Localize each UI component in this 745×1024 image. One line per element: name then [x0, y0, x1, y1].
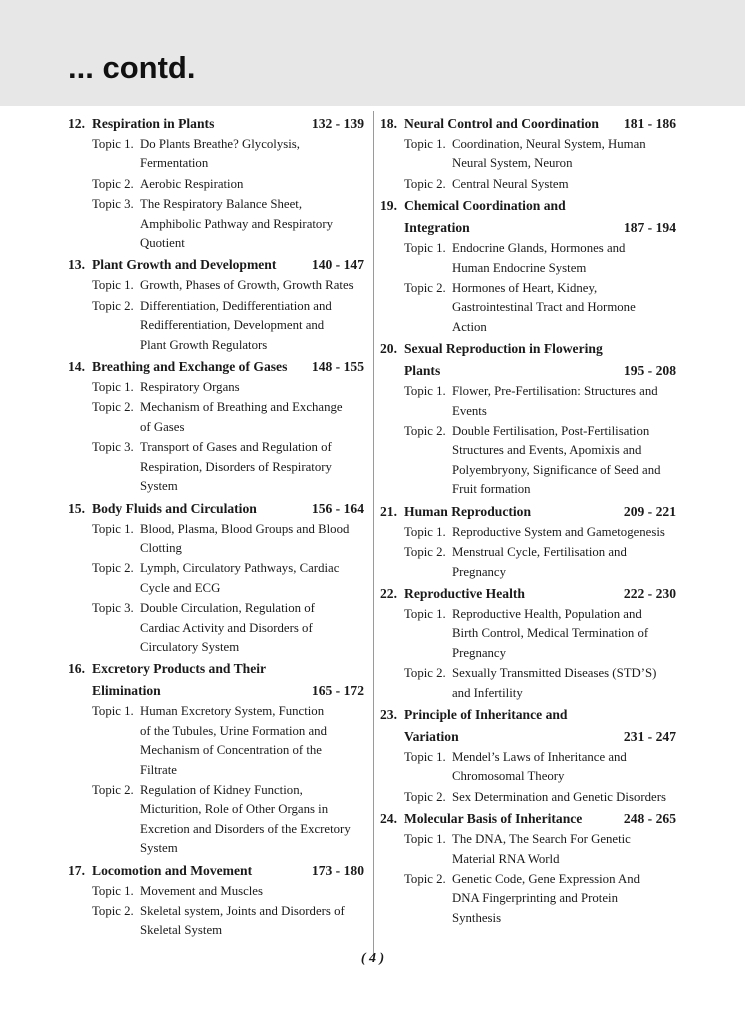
chapter-number: 17. — [68, 862, 85, 878]
topic-label: Topic 3. — [92, 601, 134, 616]
topic-text-line: Cycle and ECG — [140, 580, 221, 595]
topic-label: Topic 1. — [92, 883, 134, 898]
topic-text-line: DNA Fingerprinting and Protein — [452, 891, 618, 906]
toc-chapter[interactable] — [68, 113, 364, 253]
topic-text-line: and Infertility — [452, 685, 523, 700]
topic-label: Topic 2. — [404, 281, 446, 296]
topic-text-line: Excretion and Disorders of the Excretory — [140, 821, 351, 836]
topic-label: Topic 1. — [404, 749, 446, 764]
topic-text-line: Gastrointestinal Tract and Hormone — [452, 300, 636, 315]
chapter-page-range: 231 - 247 — [623, 728, 676, 744]
topic-text-line: Cardiac Activity and Disorders of — [140, 620, 313, 635]
chapter-number: 13. — [68, 257, 85, 273]
toc-topic[interactable] — [380, 748, 676, 787]
topic-text-line: Hormones of Heart, Kidney, — [452, 281, 598, 296]
toc-topic[interactable] — [380, 870, 676, 928]
chapter-number: 18. — [380, 116, 397, 131]
chapter-page-range: 222 - 230 — [623, 585, 676, 601]
topic-label: Topic 1. — [404, 832, 446, 847]
toc-topic[interactable] — [68, 599, 364, 657]
toc-topic[interactable] — [68, 276, 364, 295]
toc-topic[interactable] — [68, 702, 364, 780]
topic-text-line: System — [140, 479, 178, 494]
toc-topic[interactable] — [68, 559, 364, 598]
chapter-number: 15. — [68, 500, 85, 516]
chapter-heading-line — [380, 360, 676, 382]
topic-label: Topic 1. — [404, 137, 446, 151]
topic-text-line: Double Fertilisation, Post-Fertilisation — [452, 424, 650, 439]
topic-text-line: Flower, Pre-Fertilisation: Structures and — [452, 384, 658, 399]
topic-text-line: Fermentation — [140, 156, 209, 171]
toc-topic[interactable] — [68, 882, 364, 901]
topic-label: Topic 2. — [404, 789, 446, 804]
topic-text-line: Structures and Events, Apomixis and — [452, 443, 642, 458]
chapter-heading-line — [68, 113, 364, 135]
toc-chapter[interactable] — [68, 356, 364, 496]
chapter-number: 16. — [68, 661, 85, 677]
topic-label: Topic 1. — [92, 704, 134, 719]
toc-column-right — [380, 113, 676, 929]
chapter-page-range: 173 - 180 — [311, 862, 364, 878]
topic-text-line: Skeletal system, Joints and Disorders of — [140, 904, 345, 918]
chapter-title: Human Reproduction — [404, 503, 532, 519]
toc-chapter[interactable] — [380, 338, 676, 499]
toc-chapter[interactable] — [380, 808, 676, 928]
toc-topic[interactable] — [380, 422, 676, 500]
topic-text-line: Movement and Muscles — [140, 883, 263, 898]
toc-topic[interactable] — [68, 520, 364, 559]
chapter-title: Molecular Basis of Inheritance — [404, 811, 583, 827]
topic-text-line: Mechanism of Concentration of the — [140, 743, 322, 758]
chapter-heading-line — [380, 704, 676, 726]
column-divider — [373, 111, 374, 956]
topic-text-line: Growth, Phases of Growth, Growth Rates — [140, 278, 354, 293]
topic-label: Topic 2. — [92, 298, 134, 313]
toc-topic[interactable] — [68, 902, 364, 941]
chapter-title: Principle of Inheritance and — [404, 706, 568, 722]
toc-chapter[interactable] — [68, 658, 364, 858]
chapter-heading-line — [380, 808, 676, 830]
topic-text-line: Reproductive Health, Population and — [452, 606, 642, 621]
chapter-title: Respiration in Plants — [92, 116, 215, 131]
page-title: ... contd. — [68, 50, 196, 85]
topic-text-line: Blood, Plasma, Blood Groups and Blood — [140, 521, 350, 536]
topic-text-line: of the Tubules, Urine Formation and — [140, 723, 327, 738]
topic-label: Topic 2. — [92, 782, 134, 797]
topic-text-line: Pregnancy — [452, 564, 507, 579]
topic-text-line: Mechanism of Breathing and Exchange — [140, 400, 343, 415]
topic-text-line: Double Circulation, Regulation of — [140, 601, 315, 616]
chapter-heading-line — [380, 583, 676, 605]
chapter-heading-line — [68, 680, 364, 702]
topic-label: Topic 1. — [92, 521, 134, 536]
toc-topic[interactable] — [380, 239, 676, 278]
topic-label: Topic 3. — [92, 197, 134, 212]
topic-label: Topic 1. — [404, 384, 446, 399]
chapter-title: Variation — [404, 728, 459, 744]
topic-text-line: Respiratory Organs — [140, 380, 240, 395]
chapter-title: Locomotion and Movement — [92, 862, 253, 878]
topic-text-line: Micturition, Role of Other Organs in — [140, 802, 329, 817]
page-number: ( 4 ) — [360, 951, 385, 966]
toc-topic[interactable] — [380, 135, 676, 174]
toc-topic[interactable] — [380, 664, 676, 703]
chapter-page-range: 132 - 139 — [311, 116, 364, 131]
toc-topic[interactable] — [380, 279, 676, 337]
chapter-number: 22. — [380, 585, 397, 601]
toc-topic[interactable] — [68, 398, 364, 437]
chapter-page-range: 181 - 186 — [623, 116, 676, 131]
chapter-heading-line — [68, 254, 364, 276]
chapter-title: Plants — [404, 363, 441, 379]
topic-label: Topic 1. — [92, 380, 134, 395]
toc-chapter[interactable] — [68, 498, 364, 658]
topic-text-line: Endocrine Glands, Hormones and — [452, 241, 626, 256]
topic-text-line: Fruit formation — [452, 482, 531, 497]
topic-text-line: Sexually Transmitted Diseases (STD’S) — [452, 666, 657, 681]
topic-text-line: Events — [452, 403, 487, 418]
toc-topic[interactable] — [380, 543, 676, 582]
topic-text-line: Filtrate — [140, 762, 177, 777]
topic-text-line: Amphibolic Pathway and Respiratory — [140, 216, 333, 231]
topic-text-line: Menstrual Cycle, Fertilisation and — [452, 545, 627, 560]
topic-text-line: Chromosomal Theory — [452, 769, 565, 784]
chapter-heading-line — [68, 498, 364, 520]
toc-topic[interactable] — [68, 781, 364, 859]
topic-text-line: Respiration, Disorders of Respiratory — [140, 459, 332, 474]
toc-chapter[interactable] — [380, 583, 676, 703]
toc-topic[interactable] — [68, 438, 364, 496]
topic-label: Topic 2. — [404, 545, 446, 560]
chapter-number: 12. — [68, 116, 85, 131]
topic-text-line: Pregnancy — [452, 645, 507, 660]
topic-text-line: Mendel’s Laws of Inheritance and — [452, 749, 627, 764]
topic-label: Topic 1. — [404, 524, 446, 539]
topic-text-line: Human Excretory System, Function — [140, 704, 325, 719]
topic-label: Topic 2. — [92, 561, 134, 576]
chapter-page-range: 165 - 172 — [311, 683, 364, 699]
topic-text-line: Sex Determination and Genetic Disorders — [452, 789, 666, 804]
topic-text-line: Circulatory System — [140, 639, 240, 654]
topic-text-line: Reproductive System and Gametogenesis — [452, 524, 665, 539]
topic-label: Topic 3. — [92, 440, 134, 455]
toc-chapter[interactable] — [380, 113, 676, 194]
topic-text-line: System — [140, 841, 178, 856]
topic-text-line: Skeletal System — [140, 923, 223, 938]
topic-text-line: Central Neural System — [452, 176, 569, 191]
toc-topic[interactable] — [380, 788, 676, 807]
chapter-heading-line — [68, 860, 364, 882]
topic-label: Topic 1. — [92, 278, 134, 293]
topic-text-line: of Gases — [140, 419, 185, 434]
toc-topic[interactable] — [380, 605, 676, 663]
chapter-page-range: 195 - 208 — [623, 363, 676, 379]
chapter-heading-line — [68, 658, 364, 680]
topic-label: Topic 1. — [404, 606, 446, 621]
chapter-title: Body Fluids and Circulation — [92, 500, 257, 516]
topic-text-line: Coordination, Neural System, Human — [452, 137, 646, 151]
chapter-title: Excretory Products and Their — [92, 661, 267, 677]
chapter-heading-line — [380, 501, 676, 523]
toc-topic[interactable] — [68, 175, 364, 194]
chapter-title: Elimination — [92, 683, 161, 699]
chapter-heading-line — [380, 217, 676, 239]
chapter-page-range: 209 - 221 — [623, 503, 676, 519]
toc-topic[interactable] — [380, 523, 676, 542]
chapter-page-range: 140 - 147 — [311, 257, 364, 273]
toc-topic[interactable] — [68, 378, 364, 397]
chapter-heading-line — [380, 195, 676, 217]
toc-chapter[interactable] — [380, 195, 676, 337]
chapter-number: 14. — [68, 359, 85, 375]
topic-label: Topic 2. — [404, 666, 446, 681]
topic-text-line: Polyembryony, Significance of Seed and — [452, 462, 661, 477]
topic-label: Topic 1. — [92, 137, 134, 151]
topic-text-line: Neural System, Neuron — [452, 156, 573, 171]
topic-text-line: Quotient — [140, 236, 185, 251]
topic-text-line: Aerobic Respiration — [140, 176, 244, 191]
topic-text-line: Regulation of Kidney Function, — [140, 782, 303, 797]
topic-text-line: Plant Growth Regulators — [140, 337, 268, 352]
chapter-title: Reproductive Health — [404, 585, 525, 601]
chapter-heading-line — [68, 356, 364, 378]
chapter-title: Integration — [404, 220, 470, 236]
toc-chapter[interactable] — [380, 704, 676, 807]
toc-topic[interactable] — [68, 135, 364, 174]
toc-chapter[interactable] — [68, 860, 364, 941]
topic-text-line: Genetic Code, Gene Expression And — [452, 871, 640, 886]
toc-chapter[interactable] — [380, 501, 676, 582]
toc-topic[interactable] — [380, 382, 676, 421]
topic-text-line: Material RNA World — [452, 851, 560, 866]
topic-label: Topic 2. — [92, 904, 134, 918]
chapter-page-range: 187 - 194 — [623, 220, 676, 236]
chapter-number: 20. — [380, 341, 397, 357]
chapter-title: Plant Growth and Development — [92, 257, 277, 273]
topic-label: Topic 2. — [92, 176, 134, 191]
topic-text-line: Action — [452, 319, 487, 334]
topic-text-line: Birth Control, Medical Termination of — [452, 626, 649, 641]
chapter-heading-line — [380, 113, 676, 135]
topic-text-line: Synthesis — [452, 910, 502, 925]
chapter-title: Chemical Coordination and — [404, 198, 566, 214]
chapter-number: 24. — [380, 811, 397, 827]
chapter-number: 19. — [380, 198, 397, 214]
topic-text-line: The DNA, The Search For Genetic — [452, 832, 631, 847]
topic-text-line: Transport of Gases and Regulation of — [140, 440, 332, 455]
chapter-title: Sexual Reproduction in Flowering — [404, 341, 603, 357]
chapter-title: Breathing and Exchange of Gases — [92, 359, 288, 375]
chapter-number: 21. — [380, 503, 397, 519]
topic-label: Topic 2. — [404, 424, 446, 439]
toc-topic[interactable] — [380, 175, 676, 194]
toc-chapter[interactable] — [68, 254, 364, 355]
topic-text-line: Lymph, Circulatory Pathways, Cardiac — [140, 561, 340, 576]
topic-label: Topic 2. — [404, 176, 446, 191]
toc-column-left — [68, 113, 364, 942]
chapter-page-range: 156 - 164 — [311, 500, 364, 516]
chapter-heading-line — [380, 338, 676, 360]
topic-text-line: Differentiation, Dedifferentiation and — [140, 298, 332, 313]
topic-text-line: Redifferentiation, Development and — [140, 318, 325, 333]
chapter-number: 23. — [380, 706, 397, 722]
topic-text-line: The Respiratory Balance Sheet, — [140, 197, 303, 212]
toc-topic[interactable] — [68, 297, 364, 355]
topic-label: Topic 2. — [404, 871, 446, 886]
chapter-title: Neural Control and Coordination — [404, 116, 599, 131]
toc-topic[interactable] — [380, 830, 676, 869]
chapter-page-range: 148 - 155 — [311, 359, 364, 375]
toc-topic[interactable] — [68, 195, 364, 253]
chapter-heading-line — [380, 726, 676, 748]
topic-text-line: Clotting — [140, 540, 182, 555]
topic-text-line: Human Endocrine System — [452, 260, 587, 275]
topic-text-line: Do Plants Breathe? Glycolysis, — [140, 137, 300, 151]
topic-label: Topic 2. — [92, 400, 134, 415]
chapter-page-range: 248 - 265 — [623, 811, 676, 827]
topic-label: Topic 1. — [404, 241, 446, 256]
